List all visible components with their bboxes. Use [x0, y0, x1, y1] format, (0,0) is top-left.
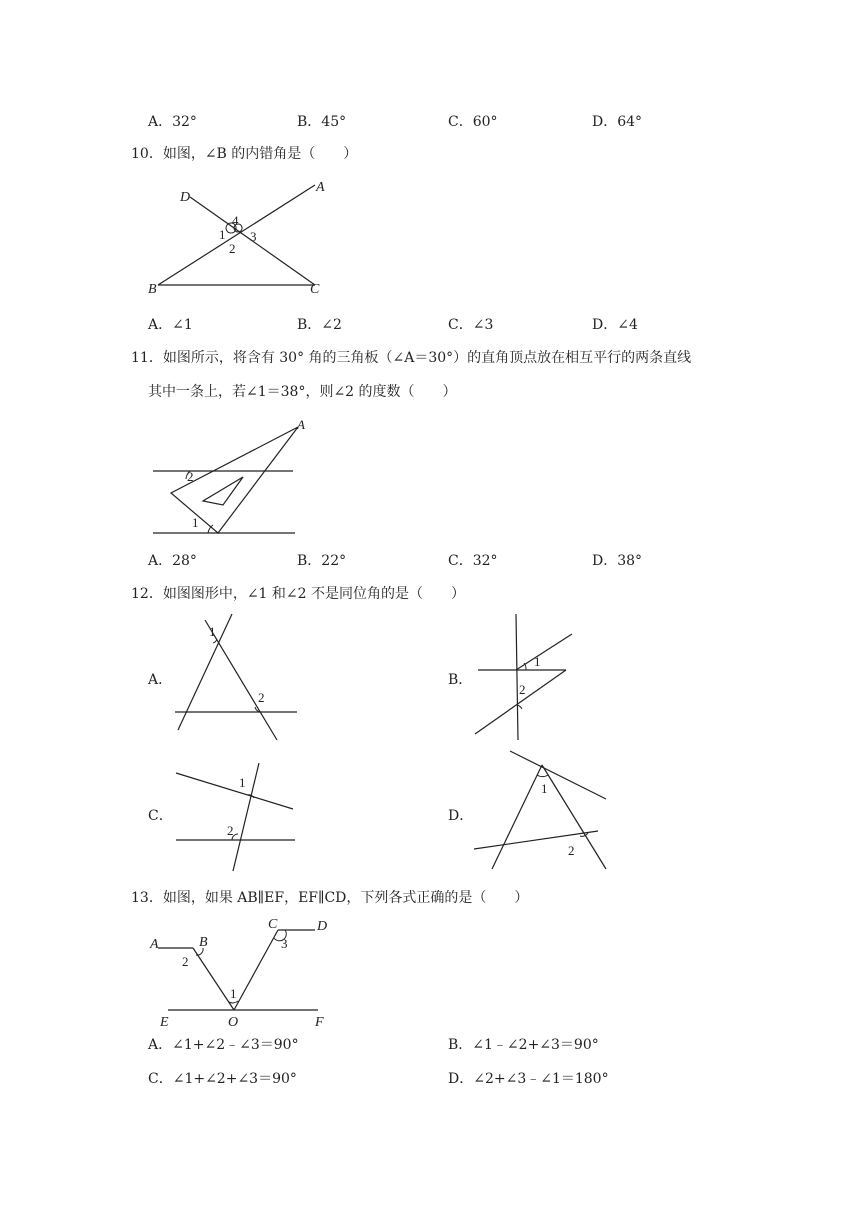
q12-d-angle-2: 2 — [568, 843, 575, 858]
q10-angle-2: 2 — [229, 241, 236, 256]
q11-stem-line1: 11．如图所示，将含有 30° 角的三角板（∠A＝30°）的直角顶点放在相互平行的两条直线 — [131, 350, 692, 366]
q13-point-b: B — [199, 935, 208, 950]
q13-point-d: D — [317, 919, 328, 934]
q13-option-c[interactable]: C．∠1+∠2+∠3＝90° — [148, 1071, 297, 1087]
q12-stem: 12．如图图形中，∠1 和∠2 不是同位角的是（ ） — [131, 586, 465, 602]
q10-figure — [140, 175, 340, 300]
q10-angle-4: 4 — [232, 213, 239, 228]
q10-option-b[interactable]: B．∠2 — [297, 317, 342, 333]
q12-d-angle-1: 1 — [541, 781, 548, 796]
q13-figure — [140, 912, 350, 1032]
q13-point-e: E — [160, 1015, 169, 1030]
q10-option-d[interactable]: D．∠4 — [592, 317, 638, 333]
q13-angle-2: 2 — [182, 954, 189, 969]
q10-stem: 10．如图，∠B 的内错角是（ ） — [131, 146, 358, 162]
q11-option-b[interactable]: B．22° — [297, 553, 347, 569]
q12-option-c[interactable]: C． — [148, 808, 173, 824]
q10-point-c: C — [310, 282, 320, 297]
q13-point-c: C — [268, 917, 278, 932]
q9-option-d[interactable]: D．64° — [592, 114, 643, 130]
q9-option-b[interactable]: B．45° — [297, 114, 347, 130]
q12-a-angle-1: 1 — [209, 624, 216, 639]
q10-point-b: B — [148, 282, 157, 297]
q11-point-a: A — [297, 417, 305, 432]
q11-angle-2: 2 — [187, 469, 194, 484]
q12-c-angle-2: 2 — [227, 823, 234, 838]
q12-figure-a — [170, 612, 305, 744]
q10-point-a: A — [316, 180, 325, 195]
q11-figure — [145, 415, 315, 540]
q13-stem: 13．如图，如果 AB∥EF，EF∥CD，下列各式正确的是（ ） — [131, 890, 529, 906]
q13-angle-3: 3 — [281, 936, 288, 951]
q10-angle-3: 3 — [250, 229, 257, 244]
q12-option-d[interactable]: D． — [448, 808, 474, 824]
q12-option-b[interactable]: B． — [448, 672, 473, 688]
q12-figure-c — [170, 755, 300, 875]
q10-point-d: D — [180, 190, 191, 205]
q13-point-f: F — [315, 1015, 324, 1030]
q12-option-a[interactable]: A． — [148, 672, 173, 688]
q12-b-angle-2: 2 — [519, 682, 526, 697]
q12-c-angle-1: 1 — [239, 775, 246, 790]
q12-b-angle-1: 1 — [534, 654, 541, 669]
q13-option-a[interactable]: A．∠1+∠2﹣∠3＝90° — [148, 1037, 299, 1053]
q10-option-a[interactable]: A．∠1 — [148, 317, 193, 333]
q9-option-c[interactable]: C．60° — [448, 114, 498, 130]
q13-option-b[interactable]: B．∠1﹣∠2+∠3＝90° — [448, 1037, 599, 1053]
q9-option-a[interactable]: A．32° — [148, 114, 197, 130]
q10-option-c[interactable]: C．∠3 — [448, 317, 494, 333]
q12-figure-b — [470, 612, 580, 744]
q12-a-angle-2: 2 — [258, 690, 265, 705]
q11-option-a[interactable]: A．28° — [148, 553, 197, 569]
q11-option-d[interactable]: D．38° — [592, 553, 643, 569]
q11-stem-line2: 其中一条上，若∠1＝38°，则∠2 的度数（ ） — [148, 384, 457, 400]
q10-angle-1: 1 — [219, 227, 226, 242]
q13-option-d[interactable]: D．∠2+∠3﹣∠1＝180° — [448, 1071, 609, 1087]
q12-figure-d — [470, 745, 615, 877]
q11-angle-1: 1 — [192, 515, 199, 530]
q13-point-a: A — [150, 937, 159, 952]
q13-angle-1: 1 — [230, 986, 237, 1001]
q13-point-o: O — [228, 1015, 239, 1030]
q11-option-c[interactable]: C．32° — [448, 553, 498, 569]
